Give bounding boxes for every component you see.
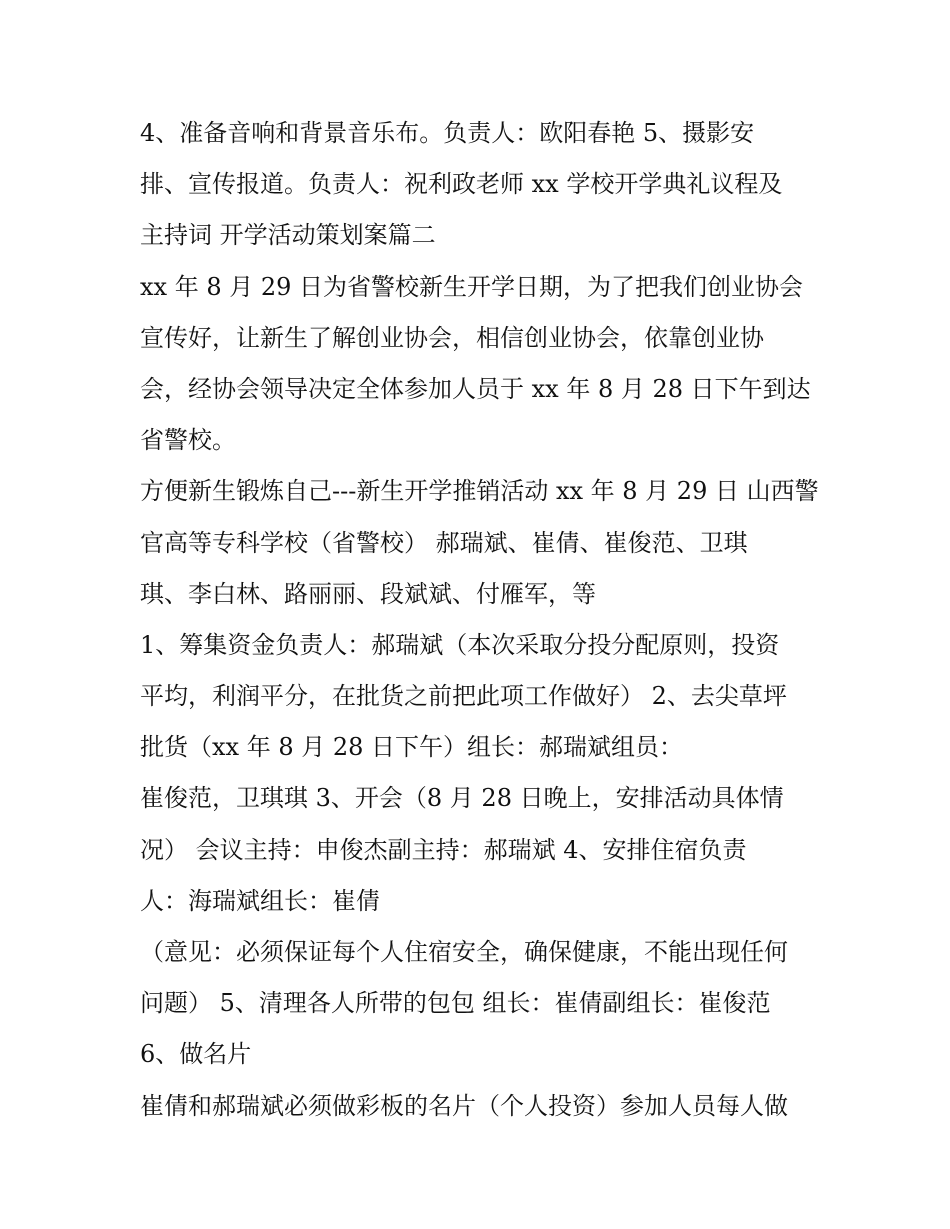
text-line: 1、筹集资金负责人：郝瑞斌（本次采取分投分配原则，投资 (140, 630, 780, 659)
document-body (140, 108, 830, 1132)
text-line: 宣传好，让新生了解创业协会，相信创业协会，依靠创业协 (140, 323, 764, 352)
text-line: 省警校。 (140, 426, 236, 455)
text-line: 人：海瑞斌组长：崔倩 (140, 886, 380, 915)
text-line: 平均，利润平分，在批货之前把此项工作做好） 2、去尖草坪 (140, 682, 787, 711)
text-line: 方便新生锻炼自己---新生开学推销活动 xx 年 8 月 29 日 山西警 (140, 477, 819, 506)
text-line: 况） 会议主持：申俊杰副主持：郝瑞斌 4、安排住宿负责 (140, 835, 747, 864)
text-line: 崔倩和郝瑞斌必须做彩板的名片（个人投资）参加人员每人做 (140, 1091, 788, 1120)
text-line: 琪、李白林、路丽丽、段斌斌、付雁军，等 (140, 579, 596, 608)
text-line: 排、宣传报道。负责人：祝利政老师 xx 学校开学典礼议程及 (140, 170, 783, 199)
text-line: 6、做名片 (140, 1040, 252, 1069)
text-line: 会，经协会领导决定全体参加人员于 xx 年 8 月 28 日下午到达 (140, 374, 811, 403)
text-line: 4、准备音响和背景音乐布。负责人：欧阳春艳 5、摄影安 (140, 119, 755, 147)
text-line: xx 年 8 月 29 日为省警校新生开学日期，为了把我们创业协会 (140, 272, 804, 301)
text-line: 批货（xx 年 8 月 28 日下午）组长：郝瑞斌组员： (140, 733, 684, 762)
text-line: 主持词 开学活动策划案篇二 (140, 221, 436, 250)
text-line: 崔俊范，卫琪琪 3、开会（8 月 28 日晚上，安排活动具体情 (140, 784, 784, 813)
text-line: 问题） 5、清理各人所带的包包 组长：崔倩副组长：崔俊范 (140, 989, 771, 1018)
text-line: （意见：必须保证每个人住宿安全，确保健康，不能出现任何 (140, 938, 788, 966)
text-line: 官高等专科学校（省警校） 郝瑞斌、崔倩、崔俊范、卫琪 (140, 528, 748, 557)
